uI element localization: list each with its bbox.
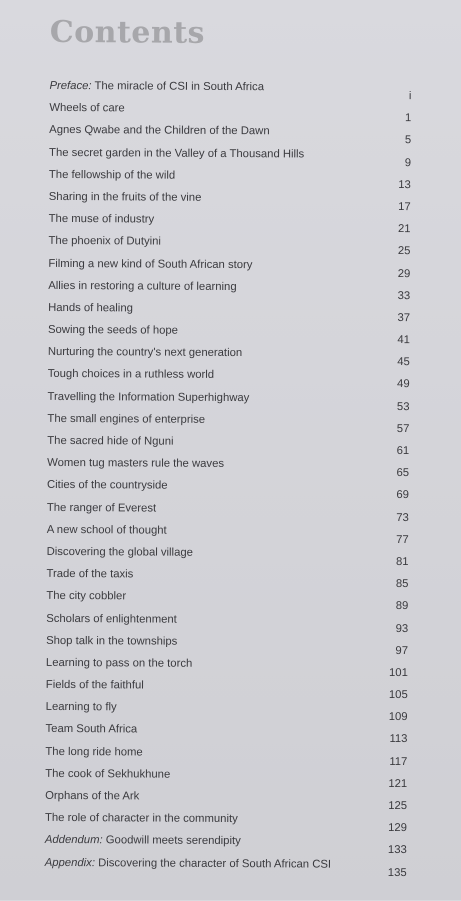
toc-entry-text: Learning to fly xyxy=(45,701,117,714)
toc-entry-title xyxy=(47,500,156,515)
toc-entry-page-number: 21 xyxy=(397,223,411,236)
toc-entry xyxy=(46,698,408,722)
toc-entry xyxy=(48,232,410,256)
toc-entry-page-number: 109 xyxy=(388,711,408,724)
toc-entry-text: The muse of industry xyxy=(48,213,155,226)
toc-entry-text: Team South Africa xyxy=(45,723,138,736)
toc-entry-page-number: 89 xyxy=(395,600,409,613)
toc-entry-page-number: i xyxy=(408,90,412,103)
toc-entry xyxy=(47,454,409,478)
toc-entry-title xyxy=(47,412,205,427)
toc-entry-page-number: 97 xyxy=(395,644,409,657)
toc-entry-text: Filming a new kind of South African story xyxy=(48,257,253,271)
toc-entry-text: Orphans of the Ark xyxy=(45,789,140,803)
toc-entry xyxy=(49,77,411,101)
toc-entry xyxy=(48,254,410,278)
toc-entry-text: The city cobbler xyxy=(46,590,127,603)
toc-entry xyxy=(49,210,411,234)
toc-entry-title xyxy=(48,256,252,271)
toc-entry-page-number: 113 xyxy=(389,733,408,746)
toc-entry xyxy=(48,365,410,389)
toc-entry xyxy=(49,166,411,190)
toc-entry-page-number: 117 xyxy=(389,755,408,768)
toc-entry-text: The sacred hide of Nguni xyxy=(47,434,174,448)
toc-entry xyxy=(49,121,411,145)
toc-entry-text: Shop talk in the townships xyxy=(46,634,178,648)
toc-entry xyxy=(48,321,410,345)
toc-entry-text: Sowing the seeds of hope xyxy=(47,323,179,337)
toc-entry xyxy=(48,299,410,323)
toc-entry-prefix: Preface: xyxy=(49,79,92,93)
toc-entry-page-number: 37 xyxy=(397,311,411,324)
table-of-contents xyxy=(45,77,412,878)
toc-entry-text: Nurturing the country's next generation xyxy=(47,346,243,360)
toc-entry-title xyxy=(49,145,304,161)
toc-entry-prefix: Addendum: xyxy=(44,834,103,847)
toc-entry xyxy=(46,632,408,656)
toc-entry xyxy=(46,587,408,611)
toc-entry-page-number: 125 xyxy=(388,799,408,813)
toc-entry-title xyxy=(49,190,202,205)
toc-entry-page-number: 81 xyxy=(395,555,409,569)
toc-entry xyxy=(47,476,409,500)
toc-entry-page-number: 13 xyxy=(398,178,411,191)
toc-entry-title xyxy=(45,767,170,782)
toc-entry-text: The long ride home xyxy=(45,745,143,759)
toc-entry xyxy=(46,654,408,678)
toc-entry xyxy=(47,543,409,567)
toc-entry-title xyxy=(49,101,124,115)
page-title: Contents xyxy=(49,14,206,51)
toc-entry xyxy=(45,743,407,767)
toc-entry-title xyxy=(48,323,178,338)
toc-entry-title xyxy=(45,745,142,760)
toc-entry-text: Trade of the taxis xyxy=(46,568,134,581)
toc-entry-text: Cities of the countryside xyxy=(46,479,168,492)
toc-entry-title xyxy=(46,634,177,649)
toc-entry-title xyxy=(45,855,331,871)
toc-entry xyxy=(46,609,408,633)
toc-entry-title xyxy=(47,545,193,560)
toc-entry-text: Sharing in the fruits of the vine xyxy=(48,190,202,204)
toc-entry-page-number: 45 xyxy=(397,356,410,369)
toc-entry xyxy=(47,388,409,412)
toc-entry-text: A new school of thought xyxy=(46,523,167,537)
toc-entry-text: The secret garden in the Valley of a Thousand Hills xyxy=(49,146,305,161)
toc-entry-page-number: 9 xyxy=(404,156,412,169)
toc-entry-title xyxy=(45,811,238,826)
toc-entry xyxy=(48,343,410,367)
toc-entry-text: Discovering the character of South African CSI xyxy=(98,856,332,871)
toc-entry-title xyxy=(48,301,133,316)
toc-entry-title xyxy=(48,345,242,360)
toc-entry-title xyxy=(47,523,167,538)
toc-entry-page-number: 61 xyxy=(396,445,410,458)
toc-entry-page-number: 93 xyxy=(395,622,409,635)
toc-entry xyxy=(45,720,407,744)
toc-entry-text: Learning to pass on the torch xyxy=(45,656,193,670)
toc-entry-title xyxy=(48,279,236,294)
toc-entry xyxy=(47,521,409,545)
toc-entry xyxy=(46,565,408,589)
toc-entry-title xyxy=(47,456,224,471)
toc-entry-page-number: 49 xyxy=(397,378,410,391)
toc-entry-page-number: 133 xyxy=(387,844,407,857)
toc-entry xyxy=(45,809,407,833)
toc-entry-text: Wheels of care xyxy=(49,102,125,115)
toc-entry-page-number: 73 xyxy=(396,511,409,524)
toc-entry-page-number: 41 xyxy=(397,334,410,347)
toc-entry-page-number: 135 xyxy=(387,866,407,879)
toc-entry-page-number: 29 xyxy=(397,267,411,280)
toc-entry xyxy=(47,498,409,522)
toc-entry-title xyxy=(47,434,173,449)
toc-entry-title xyxy=(46,678,144,693)
toc-entry-page-number: 77 xyxy=(396,533,409,546)
toc-entry-text: The small engines of enterprise xyxy=(47,412,206,426)
toc-entry-page-number: 85 xyxy=(395,578,409,591)
toc-entry-text: Goodwill meets serendipity xyxy=(105,834,241,848)
toc-entry-title xyxy=(49,168,175,183)
toc-entry-title xyxy=(46,611,177,626)
toc-entry-text: Agnes Qwabe and the Children of the Dawn xyxy=(49,124,270,138)
toc-entry xyxy=(45,853,407,877)
toc-entry-title xyxy=(49,212,155,227)
toc-entry-title xyxy=(46,567,133,582)
toc-entry-text: The phoenix of Dutyini xyxy=(48,235,161,248)
toc-entry xyxy=(45,787,407,811)
toc-entry-text: Fields of the faithful xyxy=(45,678,144,692)
toc-entry-title xyxy=(46,700,117,714)
toc-entry-page-number: 121 xyxy=(388,777,408,790)
toc-entry-text: The fellowship of the wild xyxy=(48,168,176,182)
toc-entry-page-number: 101 xyxy=(388,666,408,679)
toc-entry xyxy=(47,432,409,456)
toc-entry-text: The cook of Sekhukhune xyxy=(45,767,171,781)
toc-entry-title xyxy=(48,367,214,382)
toc-entry-prefix: Appendix: xyxy=(44,856,96,869)
toc-entry-page-number: 33 xyxy=(397,289,411,302)
toc-entry-text: Hands of healing xyxy=(48,301,133,315)
toc-entry-title xyxy=(47,478,168,493)
toc-entry-text: Tough choices in a ruthless world xyxy=(47,368,215,382)
toc-entry-page-number: 17 xyxy=(398,200,411,214)
toc-entry-title xyxy=(46,589,126,603)
toc-entry xyxy=(46,676,408,700)
toc-entry xyxy=(49,99,411,123)
toc-entry-title xyxy=(49,79,264,94)
toc-entry-page-number: 25 xyxy=(397,245,411,258)
toc-entry-text: Travelling the Information Superhighway xyxy=(47,390,250,404)
toc-entry-page-number: 69 xyxy=(396,489,410,502)
toc-entry-title xyxy=(45,833,241,848)
toc-entry-page-number: 105 xyxy=(388,689,408,702)
toc-entry-title xyxy=(48,390,250,405)
toc-entry xyxy=(48,277,410,301)
toc-entry-text: Women tug masters rule the waves xyxy=(47,457,225,471)
toc-entry-page-number: 129 xyxy=(388,822,407,835)
toc-entry-text: Scholars of enlightenment xyxy=(46,612,177,626)
toc-entry-title xyxy=(45,789,139,804)
toc-entry xyxy=(47,410,409,434)
toc-entry-title xyxy=(48,234,161,249)
toc-entry-title xyxy=(49,123,270,138)
toc-entry xyxy=(45,831,407,855)
toc-entry xyxy=(49,188,411,212)
toc-entry xyxy=(45,765,407,789)
toc-entry-text: The role of character in the community xyxy=(44,812,238,826)
toc-entry-page-number: 1 xyxy=(404,112,412,125)
toc-entry-page-number: 5 xyxy=(404,134,412,147)
toc-entry-page-number: 57 xyxy=(396,422,410,435)
toc-entry-text: Allies in restoring a culture of learning xyxy=(48,279,237,293)
toc-entry-text: Discovering the global village xyxy=(46,545,193,559)
toc-entry-title xyxy=(46,656,192,671)
toc-entry-title xyxy=(45,722,137,737)
toc-entry xyxy=(49,143,411,167)
toc-entry-page-number: 65 xyxy=(396,467,410,480)
toc-entry-text: The ranger of Everest xyxy=(46,501,157,515)
toc-entry-page-number: 53 xyxy=(396,400,410,413)
toc-entry-text: The miracle of CSI in South Africa xyxy=(94,80,265,94)
